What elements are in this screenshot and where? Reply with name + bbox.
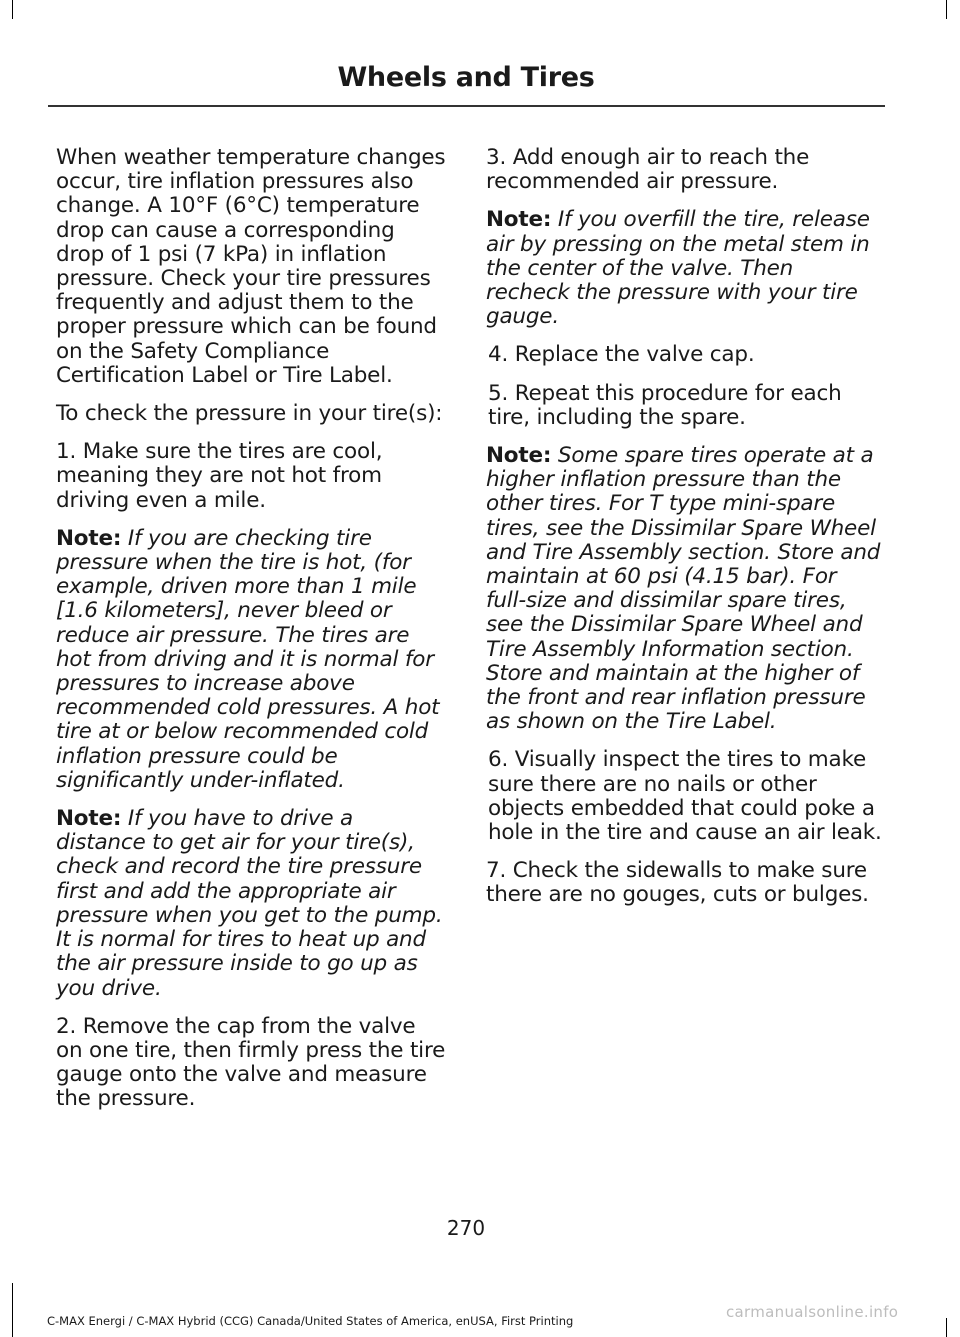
header-divider xyxy=(48,105,885,107)
crop-mark-bottom-left xyxy=(12,1283,13,1337)
note-4 xyxy=(486,444,882,734)
crop-mark-top-left xyxy=(12,0,13,19)
note-text: If you are checking tire pressure when the tire is hot, (for example, driven more than 1 mile [1.6 kilometers], never bleed or reduce air pressure. The tires are hot from driving and it is normal for pressures to increase above recommended cold pressures. A hot tire at or below recommended cold inflation pressure could be significantly under-inflated. xyxy=(56,525,440,793)
note-text: Some spare tires operate at a higher inflation pressure than the other tires. For T type mini-spare tires, see the Dissimilar Spare Wheel and Tire Assembly section. Store and maintain at 60 psi (4.15 bar). For full-size and dissimilar spare tires, see the Dissimilar Spare Wheel and Tire Assembly Information section. Store and maintain at the higher of the front and rear inflation pressure as shown on the Tire Label. xyxy=(486,443,881,735)
left-column xyxy=(56,146,448,1126)
note-1 xyxy=(56,527,448,793)
intro-paragraph: When weather temperature changes occur, tire inflation pressures also change. A 10°F (6°C) temperature drop can cause a corresponding drop of 1 psi (7 kPa) in inflation pressure. Check your tire pressures frequently and adjust them to the proper pressure which can be found on the Safety Compliance Certification Label or Tire Label. xyxy=(56,145,446,388)
step-5: 5. Repeat this procedure for each tire, including the spare. xyxy=(488,380,842,430)
note-text: If you have to drive a distance to get air for your tire(s), check and record the tire pressure first and add the appropriate air pressure when you get to the pump. It is normal for tires to heat up and the air pressure inside to go up as you drive. xyxy=(56,806,443,1001)
watermark: carmanualsonline.info xyxy=(726,1303,899,1321)
instruction-intro: To check the pressure in your tire(s): xyxy=(56,401,443,427)
step-3: 3. Add enough air to reach the recommended air pressure. xyxy=(486,145,810,195)
page-title: Wheels and Tires xyxy=(337,62,595,93)
note-label: Note: xyxy=(56,525,122,551)
step-1: 1. Make sure the tires are cool, meaning they are not hot from driving even a mile. xyxy=(56,439,383,513)
step-7: 7. Check the sidewalls to make sure there are no gouges, cuts or bulges. xyxy=(486,858,869,908)
right-column xyxy=(486,146,882,922)
note-text: If you overfill the tire, release air by pressing on the metal stem in the center of the valve. Then recheck the pressure with your tire gauge. xyxy=(486,207,870,330)
footer-text: C-MAX Energi / C-MAX Hybrid (CCG) Canada/United States of America, enUSA, First Printing xyxy=(47,1314,574,1328)
note-label: Note: xyxy=(56,806,122,832)
page-number: 270 xyxy=(446,1216,486,1240)
note-2 xyxy=(56,807,448,1001)
step-6: 6. Visually inspect the tires to make sure there are no nails or other objects embedded that could poke a hole in the tire and cause an air leak. xyxy=(488,747,882,846)
note-3 xyxy=(486,208,882,329)
step-2: 2. Remove the cap from the valve on one tire, then firmly press the tire gauge onto the valve and measure the pressure. xyxy=(56,1013,446,1112)
note-label: Note: xyxy=(486,443,552,469)
crop-mark-bottom-right xyxy=(946,1318,947,1337)
note-label: Note: xyxy=(486,207,552,233)
crop-mark-top-right xyxy=(946,0,947,19)
step-4: 4. Replace the valve cap. xyxy=(488,342,755,368)
